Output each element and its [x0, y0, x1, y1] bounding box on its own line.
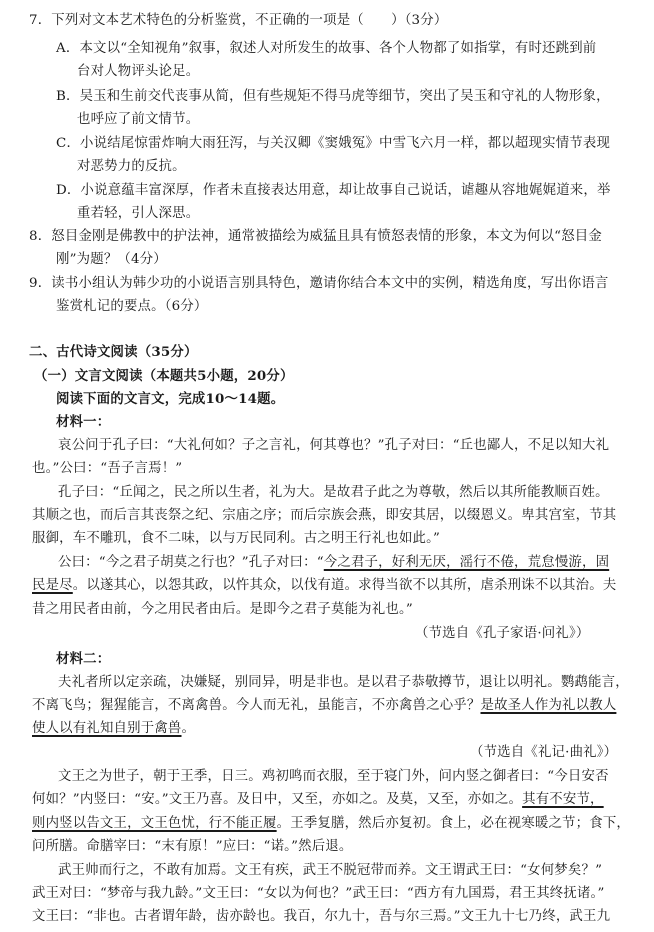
m3-para1-line3	[32, 815, 630, 833]
m1-para2-line2: 其顺之也，而后言其丧祭之纪、宗庙之序；而后宗族会燕，即安其居，以缀恩义。卑其宫室，节其	[32, 508, 617, 523]
m3-para2-line2: 武王对曰：“梦帝与我九龄。”文王曰：“女以为何也？”武王曰：“西方有九国焉，君王其终抚诸。”	[32, 886, 605, 901]
q8-line1: 8．怒目金刚是佛教中的护法神，通常被描绘为威猛且具有愤怒表情的形象，本文为何以“怒目金	[29, 229, 602, 244]
m2-underlined-sentence-part1: 是故圣人作为礼以教人	[480, 698, 617, 713]
m3-para1-line2	[32, 791, 604, 809]
q8-line2: 刚”为题？（4分）	[56, 252, 167, 267]
m2-source: （节选自《礼记·曲礼》）	[470, 745, 618, 760]
q7-option-d-line1: D．小说意蕴丰富深厚，作者未直接表达用意，却让故事自己说话，谑趣从容地娓娓道来，举	[56, 183, 611, 198]
m1-para2-line1: 孔子曰：“丘闻之，民之所以生者，礼为大。是故君子此之为尊敬，然后以其所能教顺百姓。	[58, 485, 609, 500]
material-1-label: 材料一：	[56, 414, 111, 430]
m1-underlined-sentence-part2: 民是尽	[32, 578, 73, 593]
m3-para1-line2-text: 何如？”内竖曰：“安。”文王乃喜。及日中，又至，亦如之。及莫，又至，亦如之。	[32, 792, 523, 807]
m1-para3-line1-text: 公曰：“今之君子胡莫之行也？”孔子对曰：“	[58, 555, 324, 570]
m1-para1-line2: 也。”公曰：“吾子言焉！”	[32, 461, 183, 476]
m2-para1-line3	[32, 720, 195, 738]
m2-para1-line1: 夫礼者所以定亲疏，决嫌疑，别同异，明是非也。是以君子恭敬撙节，退让以明礼。鹦鹉能言，	[58, 675, 629, 690]
m2-para1-line2-text: 不离飞鸟；猩猩能言，不离禽兽。今人而无礼，虽能言，不亦禽兽之心乎？	[32, 698, 481, 713]
m1-para3-line3: 昔之用民者由前，今之用民者由后。是即今之君子莫能为礼也。”	[32, 602, 413, 617]
m1-para2-line3: 服御，车不雕玑，食不二味，以与万民同利。古之明王行礼也如此。”	[32, 531, 441, 546]
m1-para3-line1	[58, 554, 609, 572]
m1-source: （节选自《孔子家语·问礼》）	[415, 626, 590, 641]
m3-underlined-sentence-part2: 则内竖以告文王，文王色忧，行不能正履	[32, 816, 277, 831]
m3-para1-line1: 文王之为世子，朝于王季，日三。鸡初鸣而衣服，至于寝门外，问内竖之御者曰：“今日安否	[58, 769, 609, 784]
m1-para1-line1: 哀公问于孔子曰：“大礼何如？子之言礼，何其尊也？”孔子对曰：“丘也鄙人，不足以知大礼	[58, 438, 610, 453]
q7-option-c-line2: 对恶势力的反抗。	[77, 159, 186, 174]
q7-option-b-line1: B．吴玉和生前交代丧事从简，但有些规矩不得马虎等细节，突出了吴玉和守礼的人物形象，	[56, 89, 610, 104]
section-instruction: 阅读下面的文言文，完成10～14题。	[56, 391, 285, 407]
m3-para2-line1: 武王帅而行之，不敢有加焉。文王有疾，武王不脱冠带而养。文王谓武王曰：“女何梦矣？”	[58, 863, 603, 878]
m1-underlined-sentence-part1: 今之君子，好利无厌，滛行不倦，荒怠慢游，固	[323, 555, 610, 570]
q9-line1: 9．读书小组认为韩少功的小说语言别具特色，邀请你结合本文中的实例，精选角度，写出你语言	[29, 276, 609, 291]
m2-underlined-sentence-part2: 使人以有礼知自别于禽兽	[32, 721, 182, 736]
q7-option-b-line2: 也呼应了前文情节。	[77, 112, 200, 127]
m2-para1-line3-text: 。	[181, 721, 196, 736]
m1-para3-line2-text: 。以遂其心，以怨其政，以忤其众，以伐有道。求得当欲不以其所，虐杀刑诛不以其治。夫	[72, 578, 617, 593]
material-2-label: 材料二：	[56, 651, 111, 667]
section-subtitle: （一）文言文阅读（本题共5小题，20分）	[34, 368, 294, 384]
m3-underlined-sentence-part1: 其有不安节，	[522, 792, 604, 807]
m3-para2-line3: 文王曰：“非也。古者谓年龄，齿亦龄也。我百，尔九十，吾与尔三焉。”文王九十七乃终，武王九	[32, 909, 611, 924]
q9-line2: 鉴赏札记的要点。（6分）	[56, 299, 208, 314]
q7-option-a-line2: 台对人物评头论足。	[77, 64, 200, 79]
m3-para1-line4: 问所膳。命膳宰曰：“末有原！”应曰：“诺。”然后退。	[32, 839, 353, 854]
m2-para1-line2	[32, 697, 616, 715]
q7-option-d-line2: 重若轻，引人深思。	[77, 206, 200, 221]
m3-para1-line3-text: 。王季复膳，然后亦复初。食上，必在视寒暖之节；食下，	[276, 816, 630, 831]
q7-option-a-line1: A．本文以“全知视角”叙事，叙述人对所发生的故事、各个人物都了如指掌，有时还跳到前	[56, 41, 597, 56]
q7-option-c-line1: C．小说结尾惊雷炸响大雨狂泻，与关汉卿《窦娥冤》中雪飞六月一样，都以超现实情节表现	[56, 136, 611, 151]
q7-stem: 7．下列对文本艺术特色的分析鉴赏，不正确的一项是（ ）（3分）	[29, 13, 448, 28]
section-title: 二、古代诗文阅读（35分）	[29, 344, 198, 360]
m1-para3-line2	[32, 577, 616, 595]
